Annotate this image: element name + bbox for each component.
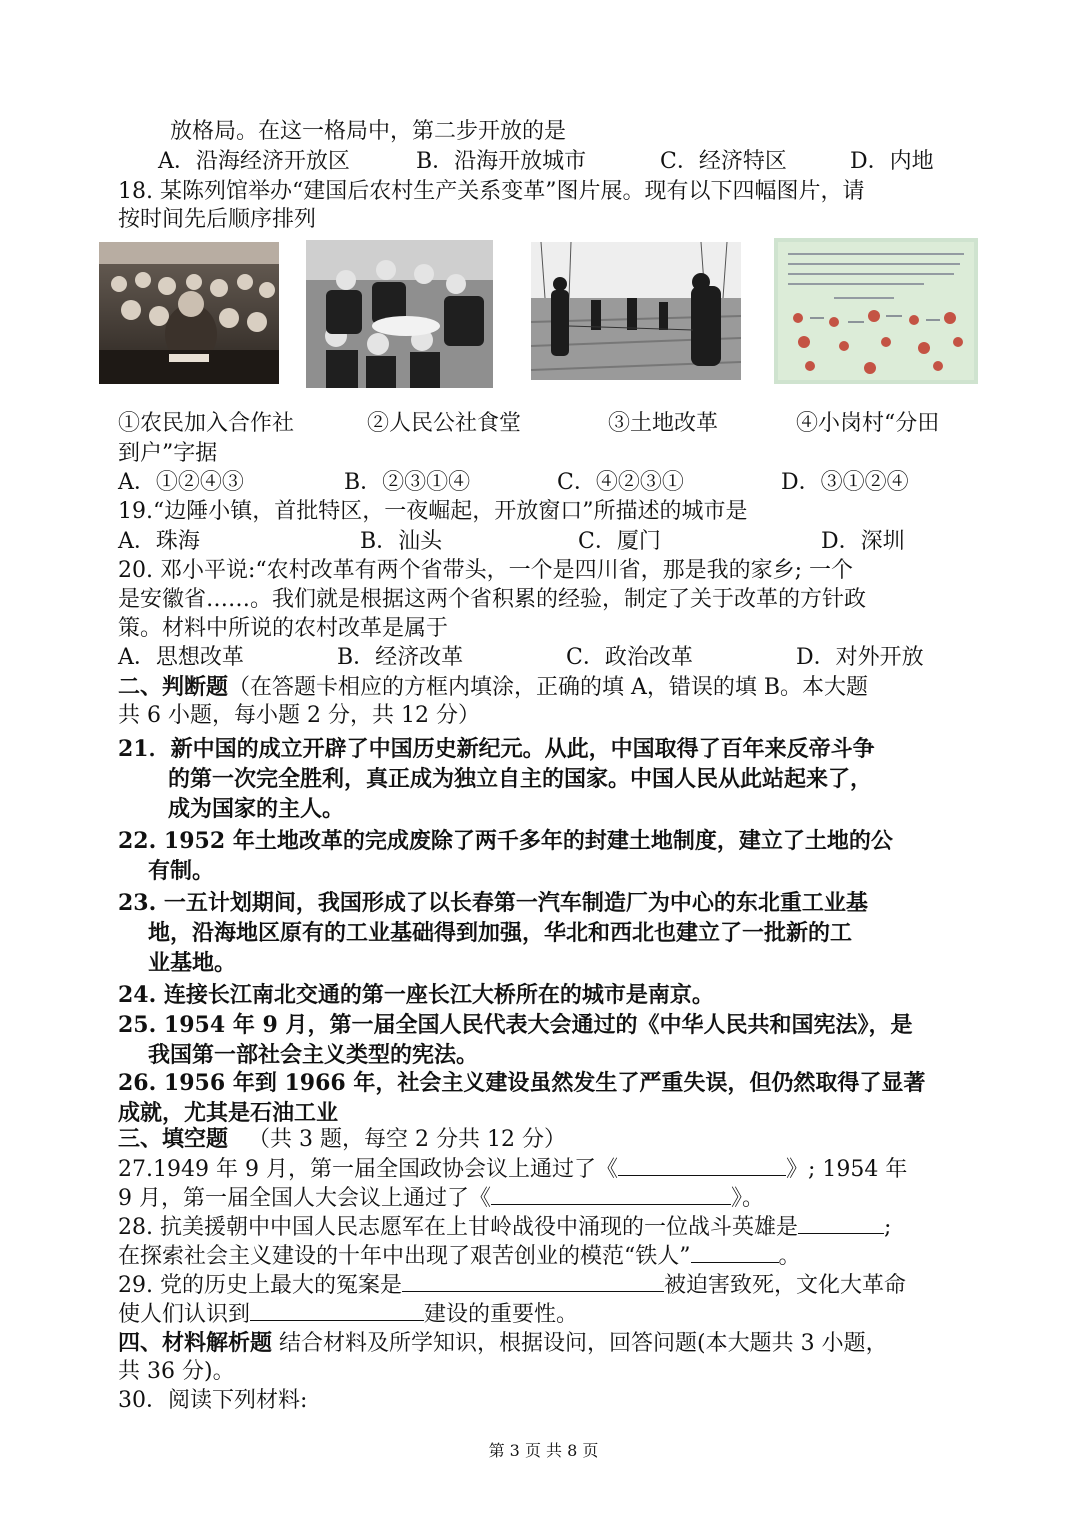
q23-line1: 23. 一五计划期间，我国形成了以长春第一汽车制造厂为中心的东北重工业基	[118, 890, 868, 916]
q20-option-d: D．对外开放	[796, 645, 924, 670]
q25-line2: 我国第一部社会主义类型的宪法。	[148, 1042, 479, 1068]
q20-option-b: B．经济改革	[337, 645, 464, 670]
q29-blank-1[interactable]	[402, 1269, 664, 1292]
q29-text-a: 29. 党的历史上最大的冤案是	[118, 1273, 402, 1298]
q28-text-b: ;	[883, 1215, 892, 1240]
q29-line2	[118, 1298, 578, 1328]
q27-text-b: 》; 1954 年	[785, 1157, 908, 1182]
cooperative-photo	[99, 242, 279, 384]
section2-desc: （在答题卡相应的方框内填涂，正确的填 A，错误的填 B。本大题	[228, 675, 869, 700]
q17-option-b: B．沿海开放城市	[416, 149, 587, 174]
q20-option-c: C．政治改革	[566, 645, 693, 670]
q20-option-a: A．思想改革	[118, 645, 244, 670]
q19-option-a: A．珠海	[118, 529, 200, 554]
q19-option-c: C．厦门	[578, 529, 661, 554]
q28-blank-2[interactable]	[691, 1240, 779, 1263]
q23-line2: 地，沿海地区原有的工业基础得到加强，华北和西北也建立了一批新的工	[148, 920, 853, 946]
q29-line1	[118, 1269, 906, 1299]
q27-text-a: 27.1949 年 9 月，第一届全国政协会议上通过了《	[118, 1157, 618, 1182]
section3-desc: （共 3 题，每空 2 分共 12 分）	[248, 1127, 566, 1152]
land-reform-photo	[531, 242, 741, 380]
q23-line3: 业基地。	[148, 950, 237, 976]
q28-line2	[118, 1240, 801, 1270]
q18-option-b: B．②③①④	[344, 470, 471, 495]
q18-caption-1: ①农民加入合作社	[118, 411, 295, 436]
section4-title: 四、材料解析题	[118, 1330, 273, 1356]
q28-text-c: 在探索社会主义建设的十年中出现了艰苦创业的模范“铁人”	[118, 1244, 691, 1269]
q17-stem: 放格局。在这一格局中，第二步开放的是	[170, 119, 567, 144]
q18-stem-line1: 18. 某陈列馆举办“建国后农村生产关系变革”图片展。现有以下四幅图片，请	[118, 179, 865, 204]
q20-stem-line2: 是安徽省……。我们就是根据这两个省积累的经验，制定了关于改革的方针政	[118, 587, 867, 612]
commune-canteen-photo	[306, 240, 493, 388]
q21-line3: 成为国家的主人。	[168, 796, 345, 822]
q19-option-d: D．深圳	[821, 529, 905, 554]
q26-line2: 成就，尤其是石油工业	[118, 1100, 339, 1126]
q28-text-a: 28. 抗美援朝中中国人民志愿军在上甘岭战役中涌现的一位战斗英雄是	[118, 1215, 798, 1240]
q28-text-d: 。	[778, 1244, 801, 1269]
section2-title: 二、判断题	[118, 674, 229, 700]
section4-heading	[118, 1328, 888, 1358]
q27-blank-2[interactable]	[491, 1182, 731, 1205]
q29-blank-2[interactable]	[250, 1298, 424, 1321]
xiaogang-contract-photo	[774, 238, 978, 384]
q18-caption-3: ③土地改革	[608, 411, 719, 436]
q22-line1: 22. 1952 年土地改革的完成废除了两千多年的封建土地制度，建立了土地的公	[118, 828, 893, 854]
section2-desc-line2: 共 6 小题，每小题 2 分，共 12 分）	[118, 703, 480, 728]
q27-text-d: 》。	[731, 1186, 765, 1211]
q19-option-b: B．汕头	[360, 529, 443, 554]
section3-heading	[118, 1124, 566, 1154]
q27-text-c: 9 月，第一届全国人大会议上通过了《	[118, 1186, 491, 1211]
q29-text-d: 建设的重要性。	[424, 1302, 579, 1327]
q21-line2: 的第一次完全胜利，真正成为独立自主的国家。中国人民从此站起来了，	[168, 766, 873, 792]
q20-stem-line3: 策。材料中所说的农村改革是属于	[118, 616, 449, 641]
q18-option-d: D．③①②④	[781, 470, 909, 495]
q27-line1	[118, 1153, 907, 1183]
q20-stem-line1: 20. 邓小平说:“农村改革有两个省带头，一个是四川省，那是我的家乡; 一个	[118, 558, 854, 583]
q18-caption-4-cont: 到户”字据	[118, 441, 218, 466]
section4-desc: 结合材料及所学知识，根据设问，回答问题(本大题共 3 小题，	[272, 1331, 888, 1356]
section3-title: 三、填空题	[118, 1126, 229, 1152]
q21-line1: 21．新中国的成立开辟了中国历史新纪元。从此，中国取得了百年来反帝斗争	[118, 736, 875, 762]
q18-caption-4: ④小岗村“分田	[796, 411, 940, 436]
q26-line1: 26. 1956 年到 1966 年，社会主义建设虽然发生了严重失误，但仍然取得了显著	[118, 1070, 926, 1096]
q18-caption-2: ②人民公社食堂	[367, 411, 522, 436]
page-footer: 第 3 页 共 8 页	[488, 1441, 599, 1460]
q28-line1	[118, 1211, 891, 1241]
q18-stem-line2: 按时间先后顺序排列	[118, 207, 317, 232]
section4-desc-line2: 共 36 分)。	[118, 1359, 235, 1384]
q18-option-a: A．①②④③	[118, 470, 244, 495]
q17-option-d: D．内地	[850, 149, 934, 174]
q27-line2	[118, 1182, 764, 1212]
q17-option-c: C．经济特区	[660, 149, 787, 174]
q30-stem: 30．阅读下列材料:	[118, 1388, 308, 1413]
q27-blank-1[interactable]	[618, 1153, 786, 1176]
q29-text-b: 被迫害致死，文化大革命	[663, 1273, 906, 1298]
q24-line1: 24. 连接长江南北交通的第一座长江大桥所在的城市是南京。	[118, 982, 714, 1008]
q18-option-c: C．④②③①	[557, 470, 684, 495]
q22-line2: 有制。	[148, 858, 215, 884]
q25-line1: 25. 1954 年 9 月，第一届全国人民代表大会通过的《中华人民共和国宪法》，是	[118, 1012, 913, 1038]
q19-stem: 19.“边陲小镇，首批特区，一夜崛起，开放窗口”所描述的城市是	[118, 499, 748, 524]
q17-option-a: A．沿海经济开放区	[158, 149, 350, 174]
q29-text-c: 使人们认识到	[118, 1302, 251, 1327]
q28-blank-1[interactable]	[798, 1211, 884, 1234]
section2-heading	[118, 672, 868, 702]
